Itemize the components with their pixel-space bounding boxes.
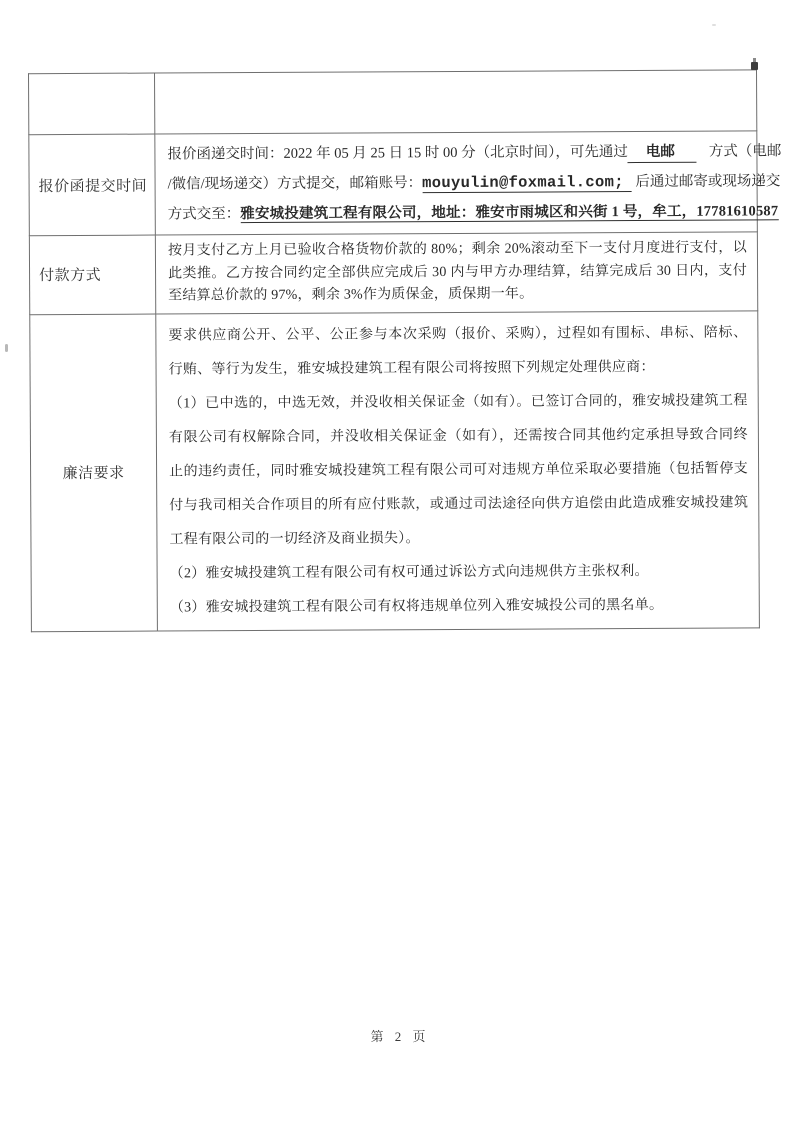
scan-speck-top: [712, 24, 716, 26]
payment-method-content: [155, 232, 757, 314]
payment-method-label: 付款方式: [29, 235, 155, 314]
submission-time-content: [155, 131, 782, 235]
submission-line-2: [167, 166, 781, 199]
submission-line-1: [167, 136, 782, 169]
submission-line2-text: /微信/现场递交）方式提交，邮箱账号：: [167, 175, 423, 193]
submission-time-label: 报价函提交时间: [29, 134, 156, 236]
integrity-content: [156, 310, 760, 630]
company-address: 雅安城投建筑工程有限公司，地址：雅安市雨城区和兴街 1 号，牟工，17781610587: [240, 203, 779, 223]
submission-line2-tail: 后通过邮寄或现场递交: [631, 173, 781, 191]
payment-terms-text: 按月支付乙方上月已验收合格货物价款的 80%；剩余 20%滚动至下一支付月度进行支付，以此类推。乙方按合同约定全部供应完成后 30 内与甲方办理结算，结算完成后 30 日内，支付至结算总价款的 97%，剩余 3%作为质保金，质保期一年。: [167, 240, 748, 304]
table-row-payment-method: [29, 232, 757, 314]
delivery-method-blank: 电邮: [628, 143, 697, 163]
empty-label-cell: [29, 73, 155, 135]
table-row-empty: [29, 70, 757, 135]
submission-line-3: [167, 196, 779, 229]
integrity-paragraph-1: （1）已中选的，中选无效，并没收相关保证金（如有）。已签订合同的，雅安城投建筑工程有限公司有权解除合同，并没收相关保证金（如有），还需按合同其他约定承担导致合同终止的违约责任，同时雅安城投建筑工程有限公司可对违规方单位采取必要措施（包括暂停支付与我司相关合作项目的所有应付账款，或通过司法途径向供方追偿由此造成雅安城投建筑工程有限公司的一切经济及商业损失）。: [168, 392, 749, 547]
email-address: mouyulin@foxmail.com;: [422, 173, 632, 193]
procurement-terms-table: [28, 69, 782, 631]
integrity-paragraph-2: （2）雅安城投建筑工程有限公司有权可通过诉讼方式向违规供方主张权利。: [169, 563, 649, 581]
empty-content-cell: [155, 70, 757, 134]
page-number: 第 2 页: [370, 1029, 430, 1044]
integrity-paragraph-intro: 要求供应商公开、公平、公正参与本次采购（报价、采购），过程如有围标、串标、陪标、行贿、等行为发生，雅安城投建筑工程有限公司将按照下列规定处理供应商：: [168, 324, 748, 377]
submission-line1-text: 报价函递交时间：2022 年 05 月 25 日 15 时 00 分（北京时间），可先通过: [167, 144, 628, 163]
integrity-paragraph-3: （3）雅安城投建筑工程有限公司有权将违规单位列入雅安城投公司的黑名单。: [169, 597, 664, 615]
table-row-integrity: [30, 310, 760, 631]
scan-speck-left: [5, 344, 8, 352]
submission-line1-tail: 方式（电邮: [708, 143, 782, 160]
table-row-submission-time: [29, 131, 758, 236]
integrity-label: 廉洁要求: [30, 314, 158, 632]
submission-line3-text: 方式交至：: [167, 206, 241, 223]
